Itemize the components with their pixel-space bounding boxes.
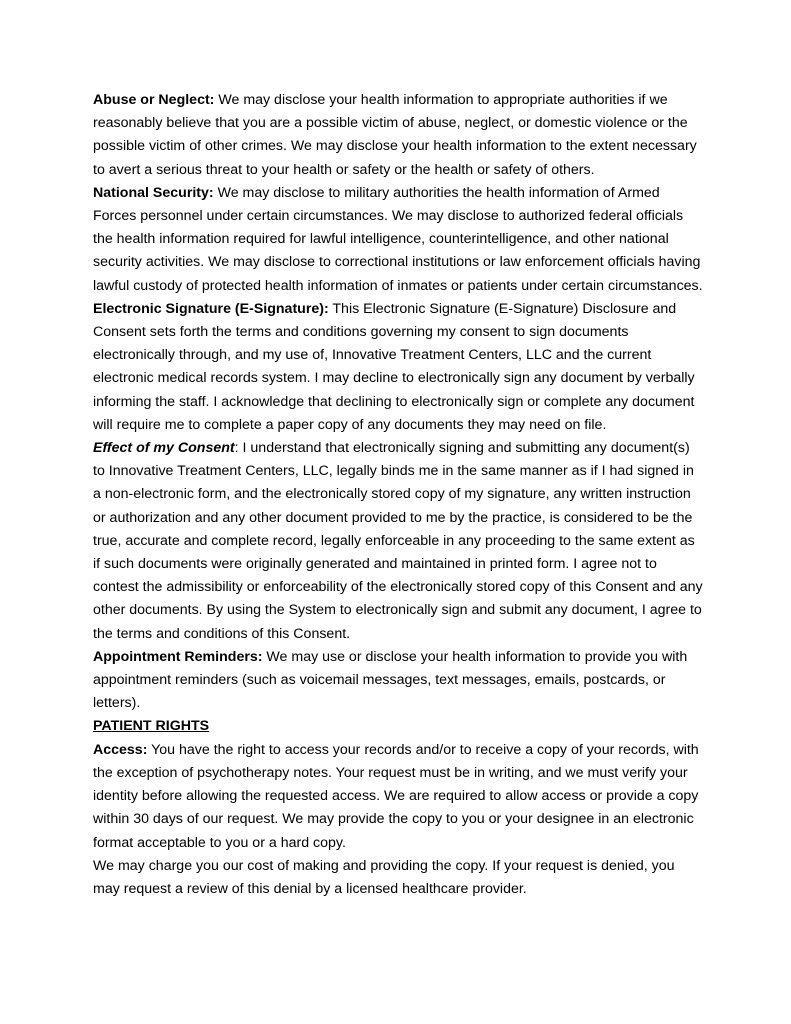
label-national-security: National Security: [93, 184, 214, 201]
label-electronic-signature: Electronic Signature (E-Signature): [93, 300, 329, 317]
paragraph-copy-cost: We may charge you our cost of making and providing the copy. If your request is denied, you may request a review of this denial by a licensed healthcare provider. [93, 857, 675, 897]
text-electronic-signature: This Electronic Signature (E-Signature) Disclosure and Consent sets forth the terms and conditions governing my consent to sign documents electronically through, and my use of, Innovative Treatment Centers, LLC and the current electronic medical records system. I may decline to electronically sign any document by verbally informing the staff. I acknowledge that declining to electronically sign or complete any document will require me to complete a paper copy of any documents they may need on file. [93, 300, 695, 433]
label-abuse-or-neglect: Abuse or Neglect: [93, 92, 215, 108]
paragraph-appointment-reminders [93, 646, 705, 716]
label-access: Access: [93, 741, 148, 758]
text-effect-of-consent: : I understand that electronically signing and submitting any document(s) to Innovative Treatment Centers, LLC, legally binds me in the same manner as if I had signed in a non-electronic form, and the electronically stored copy of my signature, any written instruction or authorization and any other document provided to me by the practice, is considered to be the true, accurate and complete record, legally enforceable in any proceeding to the same extent as if such documents were originally generated and maintained in printed form. I agree not to contest the admissibility or enforceability of the electronically stored copy of this Consent and any other documents. By using the System to electronically sign and submit any document, I agree to the terms and conditions of this Consent. [93, 440, 703, 642]
paragraph-abuse-or-neglect [93, 89, 705, 182]
label-effect-of-consent: Effect of my Consent [93, 440, 235, 457]
patient-rights-heading [93, 715, 705, 738]
text-abuse-or-neglect: We may disclose your health information to appropriate authorities if we reasonably believe that you are a possible victim of abuse, neglect, or domestic violence or the possible victim of other crimes. We may disclose your health information to the extent necessary to avert a serious threat to your health or safety or the health or safety of others. [93, 92, 697, 178]
label-appointment-reminders: Appointment Reminders: [93, 648, 263, 665]
text-national-security: We may disclose to military authorities the health information of Armed Forces personnel under certain circumstances. We may disclose to authorized federal officials the health information required for lawful intelligence, counterintelligence, and other national security activities. We may disclose to correctional institutions or law enforcement officials having lawful custody of protected health information of inmates or patients under certain circumstances. [93, 184, 703, 294]
text-access: You have the right to access your records and/or to receive a copy of your records, with the exception of psychotherapy notes. Your request must be in writing, and we must verify your identity before allowing the requested access. We are required to allow access or provide a copy within 30 days of our request. We may provide the copy to you or your designee in an electronic format acceptable to you or a hard copy. [93, 741, 699, 851]
document-page [93, 89, 705, 901]
text-appointment-reminders: We may use or disclose your health information to provide you with appointment reminders (such as voicemail messages, text messages, emails, postcards, or letters). [93, 648, 688, 712]
patient-rights-heading-text: PATIENT RIGHTS [93, 718, 210, 735]
paragraph-effect-of-consent [93, 437, 705, 646]
paragraph-access [93, 739, 705, 855]
paragraph-electronic-signature [93, 298, 705, 437]
paragraph-national-security [93, 182, 705, 298]
